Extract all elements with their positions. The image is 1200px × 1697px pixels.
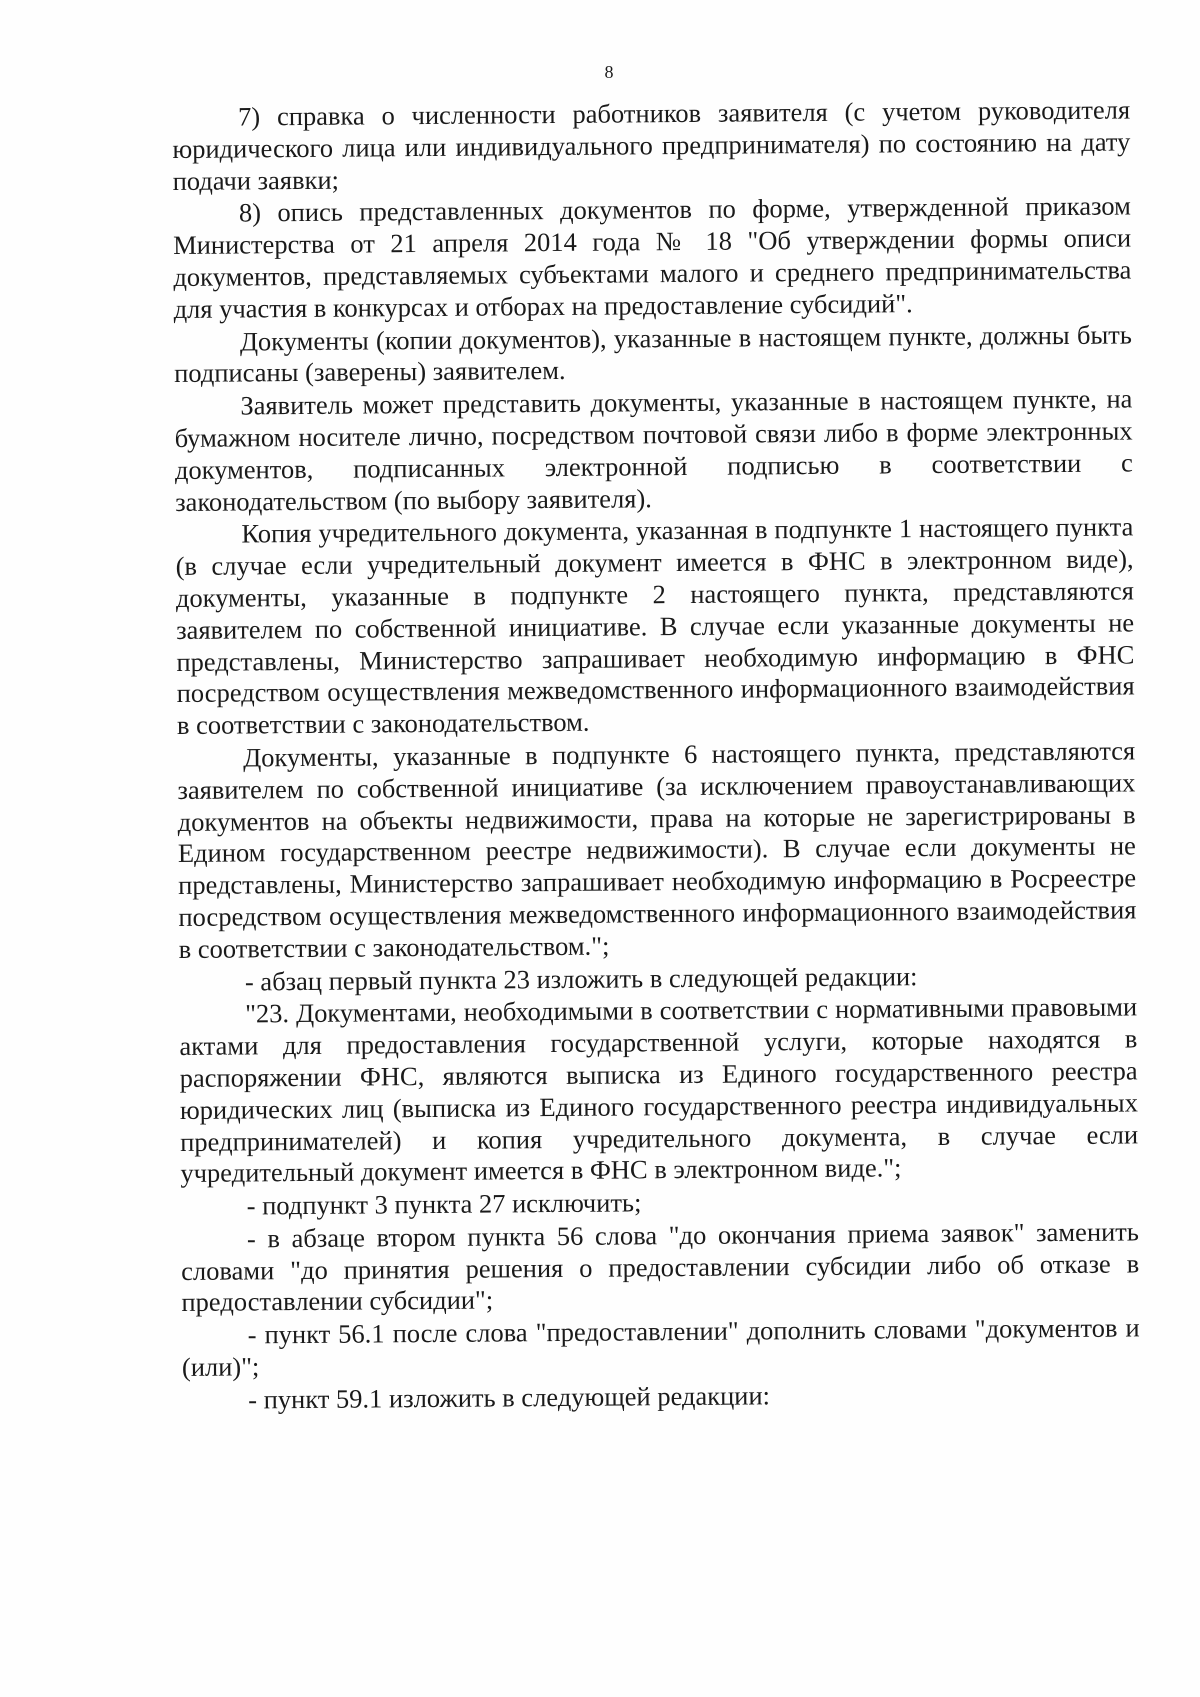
- paragraph-amend-23-intro: - абзац первый пункта 23 изложить в следующей редакции:: [244, 960, 918, 996]
- paragraph-subpoint-6: Документы, указанные в подпункте 6 настоящего пункта, представляются заявителем по собственной инициативе (за исключением правоустанавливающих документов на объекты недвижимости, права на которые не зарегистрированы в Едином государственном реестре недвижимости). В случае если документы не представлены, Министерство запрашивает необходимую информацию в Росреестре посредством осуществления межведомственного информационного взаимодействия в соответствии с законодательством.";: [177, 735, 1137, 964]
- paragraph-charter-copy: Копия учредительного документа, указанная в подпункте 1 настоящего пункта (в случае если учредительный документ имеется в ФНС в электронном виде), документы, указанные в подпункте 2 настоящего пункта, представляются заявителем по собственной инициативе. В случае если указанные документы не представлены, Министерство запрашивает необходимую информацию в ФНС посредством осуществления межведомственного информационного взаимодействия в соответствии с законодательством.: [175, 511, 1135, 741]
- paragraph-amend-59-1: - пункт 59.1 изложить в следующей редакции:: [248, 1380, 771, 1415]
- paragraph-item-7: 7) справка о численности работников заявителя (с учетом руководителя юридического лица или индивидуального предпринимателя) по состоянию на дату подачи заявки;: [172, 94, 1131, 196]
- paragraph-exclude-27: - подпункт 3 пункта 27 исключить;: [246, 1187, 642, 1221]
- page-number: 8: [604, 62, 614, 82]
- paragraph-item-8: 8) опись представленных документов по форме, утвержденной приказом Министерства от 21 апреля 2014 года № 18 "Об утверждении формы описи документов, представляемых субъектами малого и среднего предпринимательства для участия в конкурсах и отборах на предоставление субсидий".: [173, 190, 1132, 324]
- paragraph-documents-signed: Документы (копии документов), указанные в настоящем пункте, должны быть подписаны (заверены) заявителем.: [174, 319, 1132, 389]
- document-body: [172, 94, 1140, 1416]
- paragraph-amend-56-1: - пункт 56.1 после слова "предоставлении" дополнить словами "документов и (или)";: [181, 1312, 1140, 1383]
- paragraph-point-23: "23. Документами, необходимыми в соответствии с нормативными правовыми актами для предоставления государственной услуги, которые находятся в распоряжении ФНС, являются выписка из Единого государственного реестра юридических лиц (выписка из Единого государственного реестра индивидуальных предпринимателей) и копия учредительного документа, в случае если учредительный документ имеется в ФНС в электронном виде.";: [179, 991, 1139, 1189]
- paragraph-submission-methods: Заявитель может представить документы, указанные в настоящем пункте, на бумажном носителе лично, посредством почтовой связи либо в форме электронных документов, подписанных электронной подписью в соответствии с законодательством (по выбору заявителя).: [174, 383, 1133, 517]
- paragraph-amend-56: - в абзаце втором пункта 56 слова "до окончания приема заявок" заменить словами "до принятия решения о предоставлении субсидии либо об отказе в предоставлении субсидии";: [181, 1216, 1140, 1318]
